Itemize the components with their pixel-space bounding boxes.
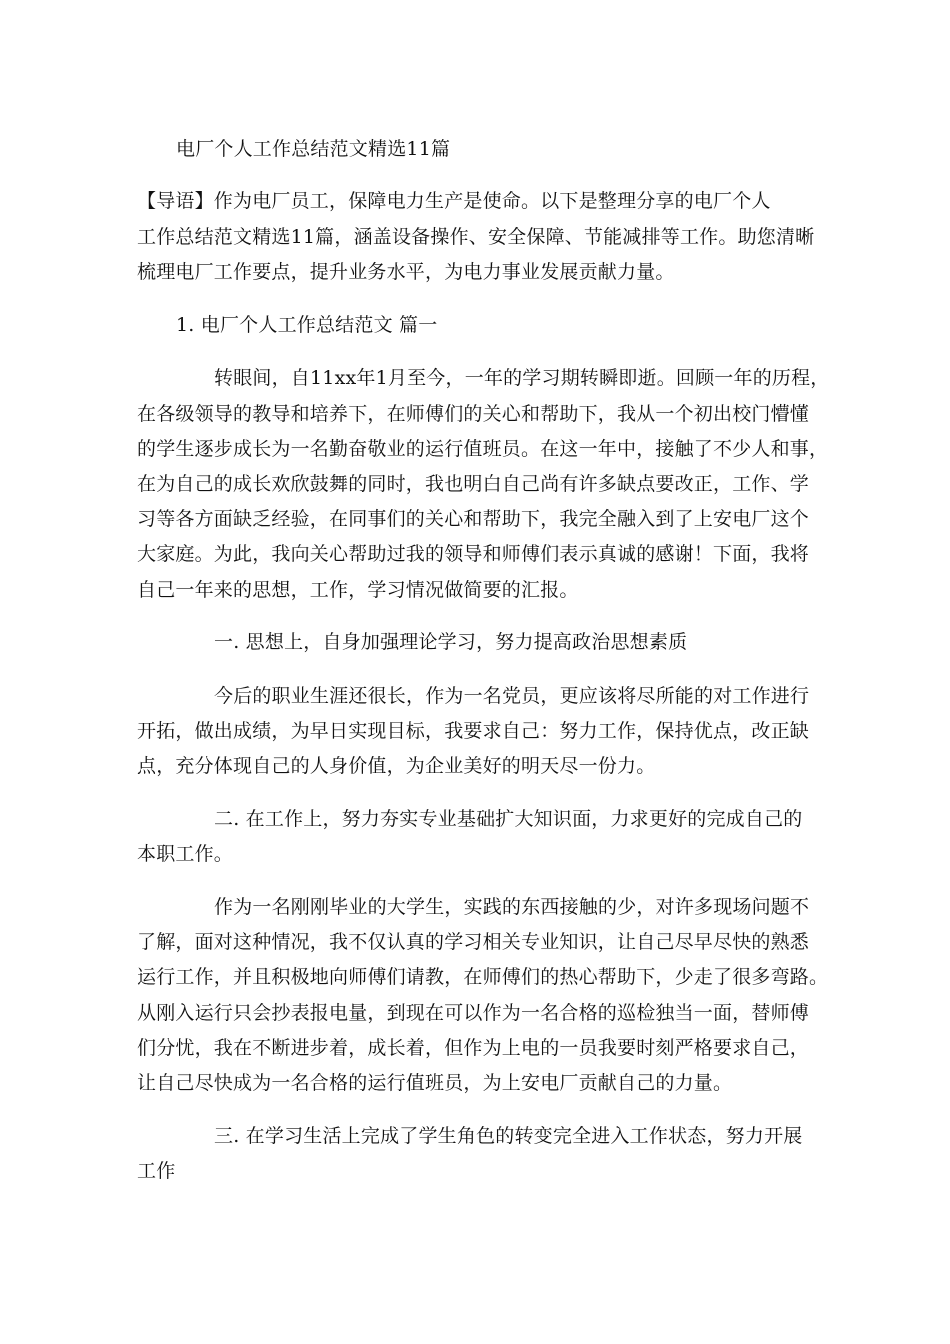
intro-line: 梳理电厂工作要点，提升业务水平，为电力事业发展贡献力量。 [137,261,675,283]
paragraph-line: 作为一名刚刚毕业的大学生，实践的东西接触的少，对许多现场问题不 [214,896,810,918]
paragraph-line: 的学生逐步成长为一名勤奋敬业的运行值班员。在这一年中，接触了不少人和事， [137,438,829,460]
paragraph-line: 了解，面对这种情况，我不仅认真的学习相关专业知识，让自己尽早尽快的熟悉 [137,931,810,953]
intro-line: 【导语】作为电厂员工，保障电力生产是使命。以下是整理分享的电厂个人 [137,190,771,212]
paragraph-line: 习等各方面缺乏经验，在同事们的关心和帮助下，我完全融入到了上安电厂这个 [137,508,810,530]
paragraph-line: 在各级领导的教导和培养下，在师傅们的关心和帮助下，我从一个初出校门懵懂 [137,403,810,425]
paragraph-line: 在为自己的成长欢欣鼓舞的同时，我也明白自己尚有许多缺点要改正，工作、学 [137,473,810,495]
paragraph-line: 从刚入运行只会抄表报电量，到现在可以作为一名合格的巡检独当一面，替师傅 [137,1002,810,1024]
intro-line: 工作总结范文精选11篇，涵盖设备操作、安全保障、节能减排等工作。助您清晰 [137,226,815,248]
point-heading: 本职工作。 [137,843,234,865]
point-heading: 工作 [137,1160,176,1182]
point-heading: 一. 思想上，自身加强理论学习，努力提高政治思想素质 [214,631,688,653]
paragraph-line: 今后的职业生涯还很长，作为一名党员，更应该将尽所能的对工作进行 [214,685,810,707]
paragraph-line: 运行工作，并且积极地向师傅们请教，在师傅们的热心帮助下，少走了很多弯路。 [137,966,829,988]
paragraph-line: 开拓，做出成绩，为早日实现目标，我要求自己：努力工作，保持优点，改正缺 [137,720,810,742]
paragraph-line: 们分忧，我在不断进步着，成长着，但作为上电的一员我要时刻严格要求自己， [137,1037,810,1059]
paragraph-line: 大家庭。为此，我向关心帮助过我的领导和师傅们表示真诚的感谢！下面，我将 [137,543,810,565]
section-heading: 1. 电厂个人工作总结范文 篇一 [176,314,438,336]
point-heading: 三. 在学习生活上完成了学生角色的转变完全进入工作状态，努力开展 [214,1125,803,1147]
paragraph-line: 转眼间，自11xx年1月至今，一年的学习期转瞬即逝。回顾一年的历程， [214,367,830,389]
paragraph-line: 让自己尽快成为一名合格的运行值班员，为上安电厂贡献自己的力量。 [137,1072,733,1094]
paragraph-line: 点，充分体现自己的人身价值，为企业美好的明天尽一份力。 [137,755,656,777]
point-heading: 二. 在工作上，努力夯实专业基础扩大知识面，力求更好的完成自己的 [214,808,803,830]
paragraph-line: 自己一年来的思想，工作，学习情况做简要的汇报。 [137,579,579,601]
document-title: 电厂个人工作总结范文精选11篇 [176,138,451,160]
